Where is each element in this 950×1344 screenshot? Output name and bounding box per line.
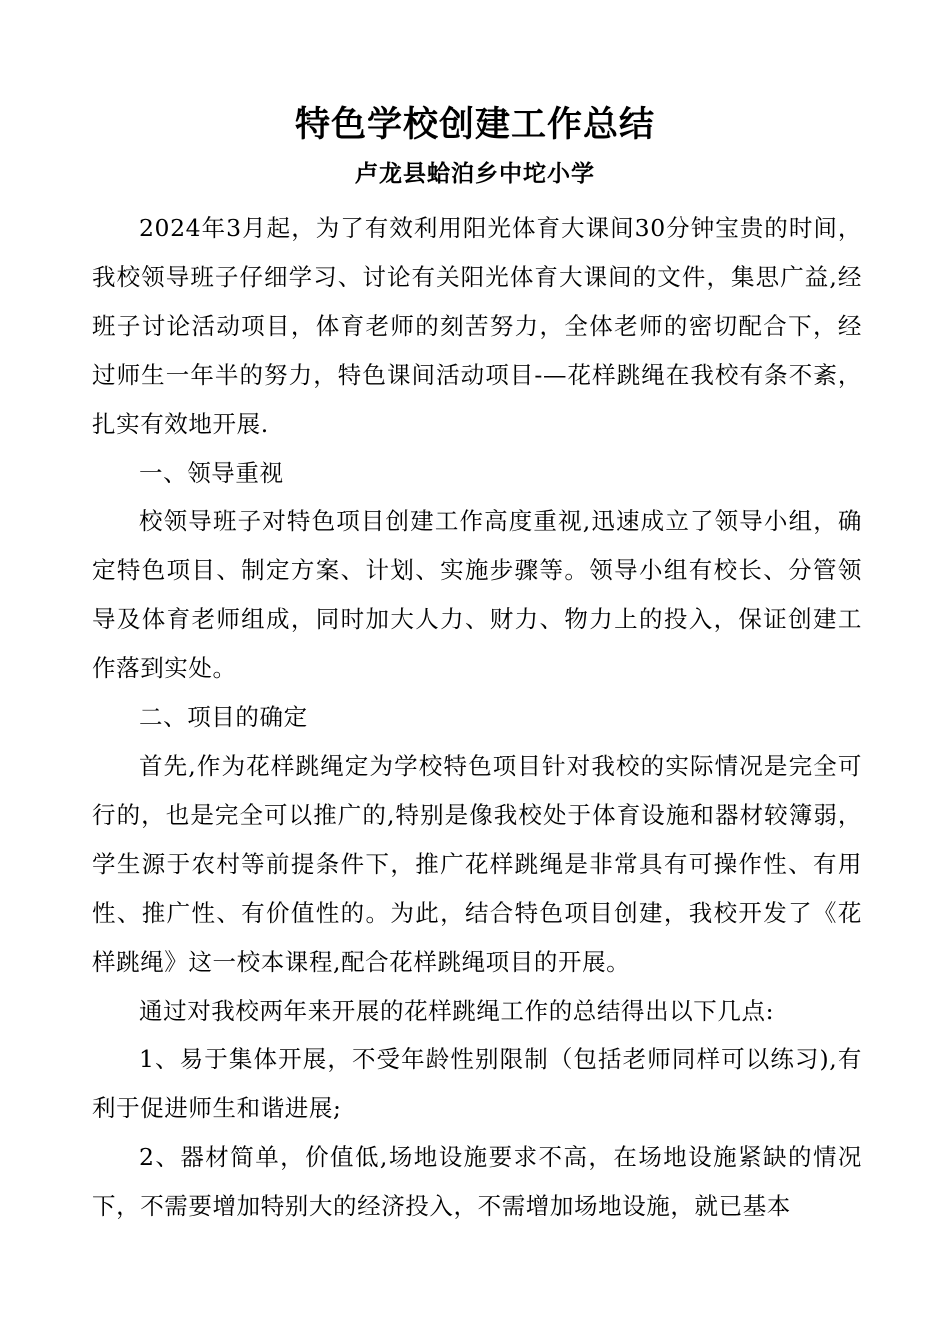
section-heading-project: 二、项目的确定: [139, 703, 308, 732]
paragraph-leadership: 校领导班子对特色项目创建工作高度重视,迅速成立了领导小组，确定特色项目、制定方案、计划、实施步骤等。领导小组有校长、分管领导及体育老师组成，同时加大人力、财力、物力上的投入，保证创建工作落到实处。: [92, 507, 862, 683]
document-title: 特色学校创建工作总结: [294, 105, 655, 145]
list-item-2: 2、器材简单，价值低,场地设施要求不高，在场地设施紧缺的情况下，不需要增加特别大的经济投入，不需增加场地设施，就已基本: [92, 1143, 862, 1221]
list-item-1: 1、易于集体开展，不受年龄性别限制（包括老师同样可以练习),有利于促进师生和谐进展;: [92, 1045, 862, 1123]
section-heading-leadership: 一、领导重视: [139, 458, 284, 487]
paragraph-intro: 2024年3月起，为了有效利用阳光体育大课间30分钟宝贵的时间，我校领导班子仔细学习、讨论有关阳光体育大课间的文件，集思广益,经班子讨论活动项目，体育老师的刻苦努力，全体老师的密切配合下，经过师生一年半的努力，特色课间活动项目-—花样跳绳在我校有条不紊，扎实有效地开展.: [92, 214, 862, 438]
document-body: [92, 204, 862, 1231]
paragraph-summary-intro: 通过对我校两年来开展的花样跳绳工作的总结得出以下几点:: [139, 996, 775, 1025]
paragraph-project: 首先,作为花样跳绳定为学校特色项目针对我校的实际情况是完全可行的，也是完全可以推广的,特别是像我校处于体育设施和器材较簿弱，学生源于农村等前提条件下，推广花样跳绳是非常具有可操作性、有用性、推广性、有价值性的。为此，结合特色项目创建，我校开发了《花样跳绳》这一校本课程,配合花样跳绳项目的开展。: [92, 751, 862, 976]
document-subtitle: 卢龙县蛤泊乡中坨小学: [355, 161, 595, 187]
